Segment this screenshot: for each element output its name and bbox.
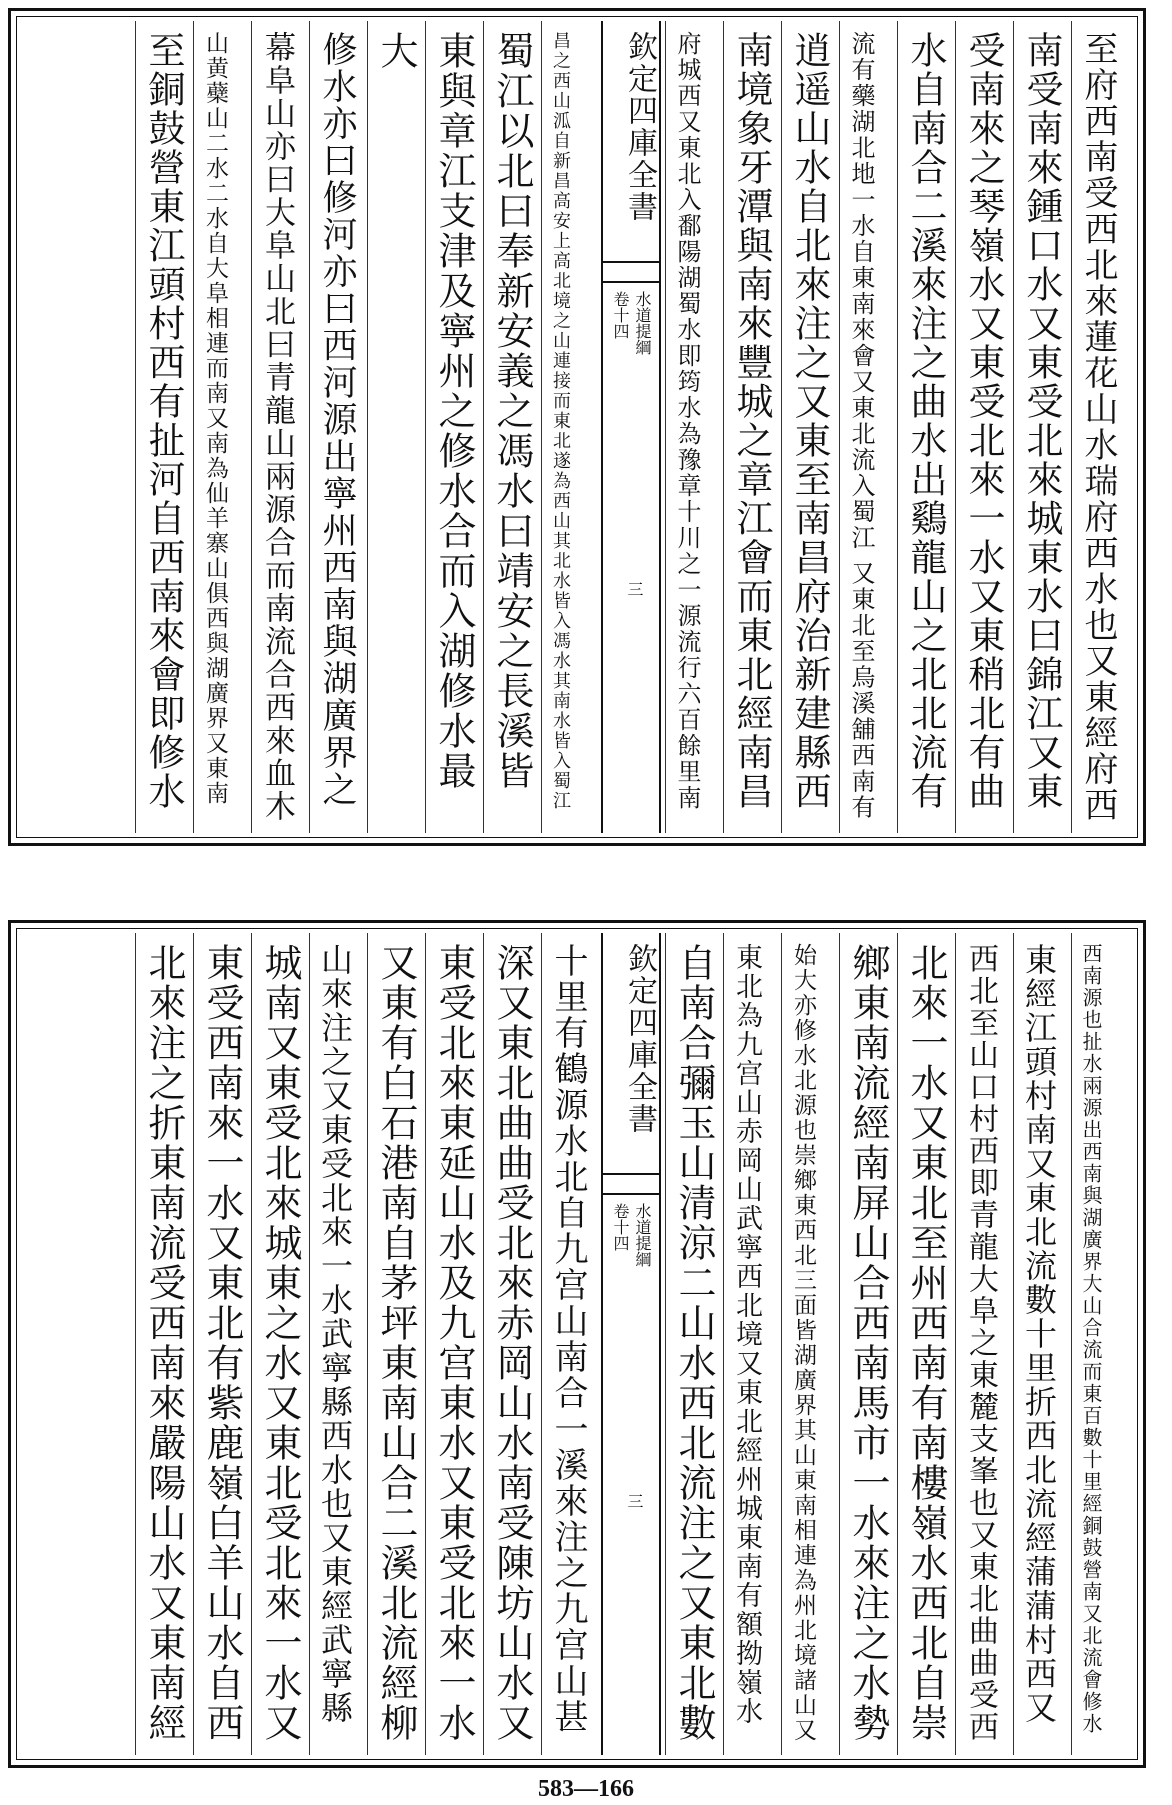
text-column: 大 <box>367 21 423 833</box>
text-column: 南境象牙潭與南來豐城之章江會而東北經南昌 <box>723 21 779 833</box>
text-column: 山來注之又東受北來一水武寧縣西水也又東經武寧縣 <box>309 933 365 1755</box>
text-column: 流有藥湖北地一水自東南來會又東北流入蜀江 又東北至烏溪舖西南有 <box>839 21 895 833</box>
bottom-columns <box>21 933 1133 1755</box>
text-column: 東北為九宫山赤岡山武寧西北境又東北經州城東南有額拗嶺水 <box>723 933 779 1755</box>
text-column: 至府西南受西北來蓮花山水瑞府西水也又東經府西 <box>1071 21 1127 833</box>
text-column: 蜀江以北曰奉新安義之馮水曰靖安之長溪皆 <box>483 21 539 833</box>
text-column: 水自南合二溪來注之曲水出鷄龍山之北北流有 <box>897 21 953 833</box>
text-column: 鄉東南流經南屏山合西南馬市一水來注之水勢 <box>839 933 895 1755</box>
center-fold <box>601 21 661 833</box>
text-column: 逍遥山水自北來注之又東至南昌府治新建縣西 <box>781 21 837 833</box>
text-column: 東與章江支津及寧州之修水合而入湖修水最 <box>425 21 481 833</box>
text-column: 府城西又東北入鄱陽湖蜀水即筠水為豫章十川之一源流行六百餘里南 <box>665 21 721 833</box>
page-footer-number: 583—166 <box>538 1776 634 1802</box>
text-column: 山黄蘗山二水二水自大阜相連而南又南為仙羊寨山俱西與湖廣界又東南 <box>193 21 249 833</box>
text-column: 昌之西山泒自新昌高安上高北境之山連接而東北遂為西山其北水皆入馮水其南水皆入蜀江 <box>541 21 597 833</box>
text-column: 城南又東受北來城東之水又東北受北來一水又 <box>251 933 307 1755</box>
chapter-title: 水道提綱 <box>633 291 652 355</box>
page-number: 三 <box>625 581 644 597</box>
text-column: 受南來之琴嶺水又東受北來一水又東稍北有曲 <box>955 21 1011 833</box>
book-title: 欽定四庫全書 <box>622 31 657 223</box>
text-column: 東受北來東延山水及九宫東水又東受北來一水 <box>425 933 481 1755</box>
text-column: 始大亦修水北源也崇鄉東西北三面皆湖廣界其山東南相連為州北境諸山又 <box>781 933 837 1755</box>
text-column: 至銅鼓營東江頭村西有扯河自西南來會即修水 <box>135 21 191 833</box>
text-column: 南受南來鍾口水又東受北來城東水曰錦江又東 <box>1013 21 1069 833</box>
center-fold <box>601 933 661 1755</box>
text-column: 又東有白石港南自茅坪東南山合二溪北流經柳 <box>367 933 423 1755</box>
text-column: 修水亦曰修河亦曰西河源出寧州西南與湖廣界之 <box>309 21 365 833</box>
text-column: 幕阜山亦曰大阜山北曰青龍山兩源合而南流合西來血木 <box>251 21 307 833</box>
fish-tail-ornament <box>603 1173 659 1195</box>
text-column: 西南源也扯水兩源出西南與湖廣界大山合流而東百數十里經銅鼓營南又北流會修水 <box>1071 933 1127 1755</box>
book-title: 欽定四庫全書 <box>622 943 657 1135</box>
volume-label: 卷十四 <box>611 1203 630 1251</box>
text-column: 東受西南來一水又東北有紫鹿嶺白羊山水自西 <box>193 933 249 1755</box>
bottom-page <box>8 920 1146 1768</box>
text-column: 西北至山口村西即青龍大阜之東麓支峯也又東北曲曲受西 <box>955 933 1011 1755</box>
text-column: 十里有鶴源水北自九宫山南合一溪來注之九宫山甚 <box>541 933 597 1755</box>
top-page <box>8 8 1146 846</box>
top-columns <box>21 21 1133 833</box>
page-number: 三 <box>625 1493 644 1509</box>
text-column: 自南合彌玉山清涼二山水西北流注之又東北數 <box>665 933 721 1755</box>
text-column: 深又東北曲曲受北來赤岡山水南受陳坊山水又 <box>483 933 539 1755</box>
text-column: 東經江頭村南又東北流數十里折西北流經蒲蒲村西又 <box>1013 933 1069 1755</box>
text-column: 北來注之折東南流受西南來嚴陽山水又東南經 <box>135 933 191 1755</box>
text-column: 北來一水又東北至州西南有南樓嶺水西北自崇 <box>897 933 953 1755</box>
volume-label: 卷十四 <box>611 291 630 339</box>
chapter-title: 水道提綱 <box>633 1203 652 1267</box>
fish-tail-ornament <box>603 261 659 283</box>
